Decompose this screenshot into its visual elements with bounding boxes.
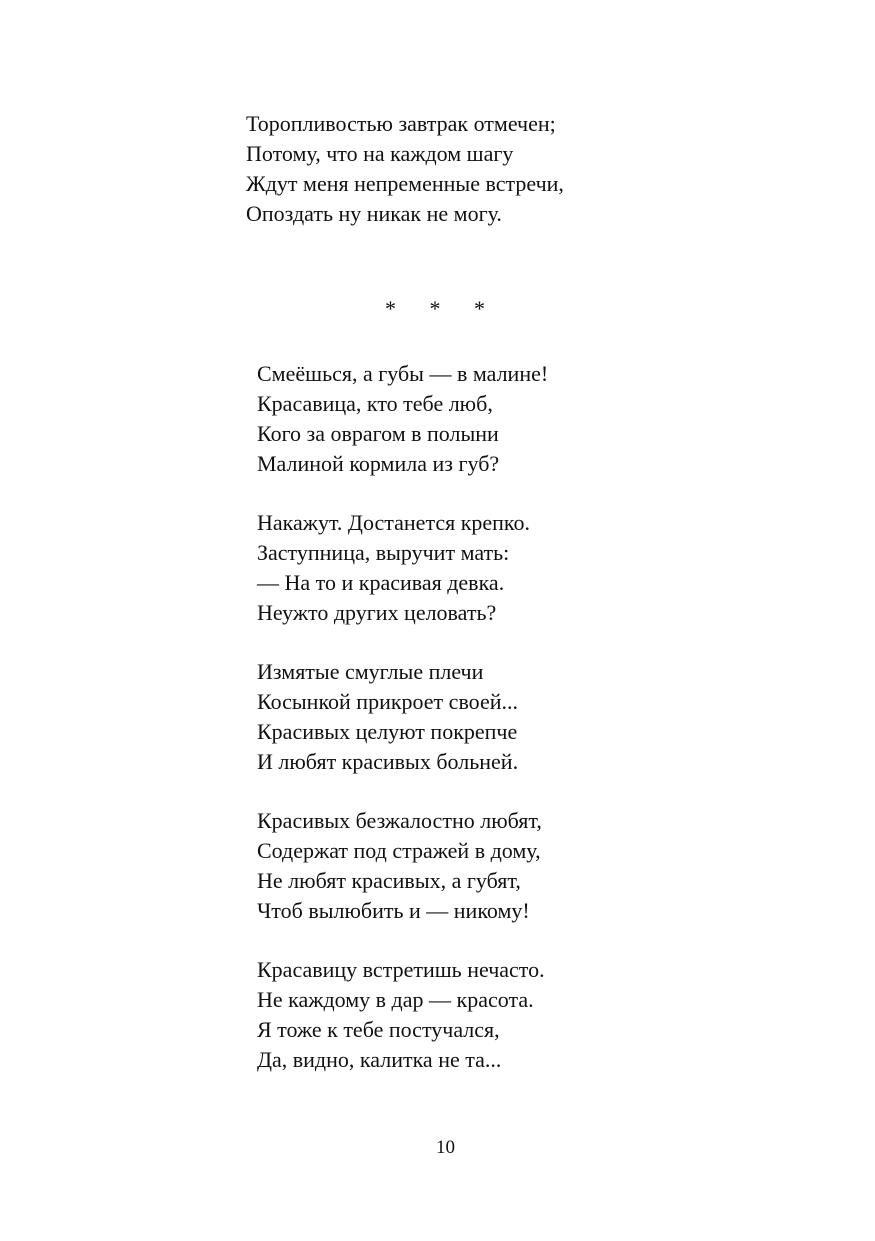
poem-line: Не любят красивых, а губят, [257,868,521,893]
poem-line: И любят красивых больней. [257,749,519,774]
poem-line: Накажут. Достанется крепко. [257,510,531,535]
poem-line: Не каждому в дар — красота. [257,987,534,1012]
poem-line: Красавицу встретишь нечасто. [257,957,545,982]
stanza [257,955,545,1075]
opening-stanza [246,109,564,229]
poem-line: Кого за оврагом в полыни [257,421,499,446]
poem-line: Торопливостью завтрак отмечен; [246,111,556,136]
section-separator: * * * [385,296,499,321]
poem-line: Красавица, кто тебе люб, [257,391,493,416]
poem-line: Да, видно, калитка не та... [257,1047,502,1072]
poem-line: Красивых безжалостно любят, [257,808,542,833]
stanza [257,806,542,926]
poem-line: Потому, что на каждом шагу [246,141,514,166]
stanza [257,657,518,777]
poem-line: Содержат под стражей в дому, [257,838,541,863]
poem-line: Косынкой прикроет своей... [257,689,518,714]
poem-line: Смеёшься, а губы — в малине! [257,361,549,386]
poem-line: Заступница, выручит мать: [257,540,510,565]
page-number: 10 [436,1137,455,1158]
poem-line: Малиной кормила из губ? [257,451,500,476]
stanza [257,508,530,628]
poem-line: Я тоже к тебе постучался, [257,1017,500,1042]
poem-line: Красивых целуют покрепче [257,719,518,744]
poem-line: Чтоб вылюбить и — никому! [257,898,530,923]
poem-line: — На то и красивая девка. [257,570,505,595]
poem-line: Ждут меня непременные встречи, [246,171,564,196]
poem-line: Измятые смуглые плечи [257,659,484,684]
poem-line: Неужто других целовать? [257,600,497,625]
stanza [257,359,548,479]
poem-line: Опоздать ну никак не могу. [246,201,502,226]
